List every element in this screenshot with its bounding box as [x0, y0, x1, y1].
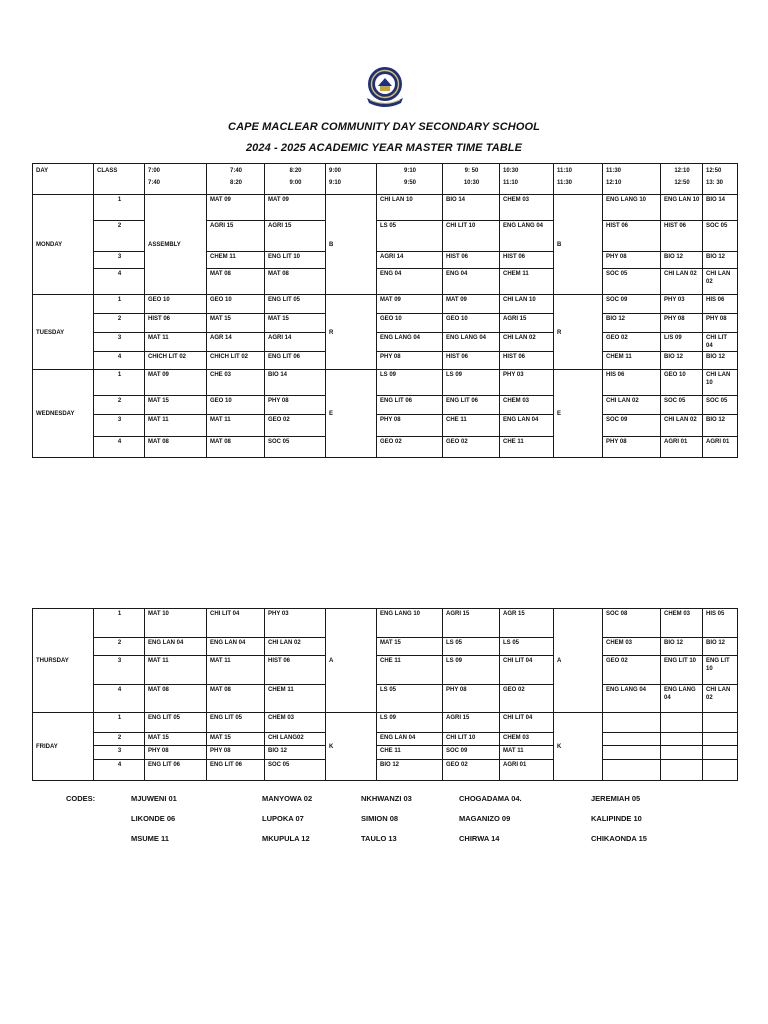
lesson-cell: AGRI 15	[443, 609, 500, 638]
slot-start-time: 10:30	[503, 168, 519, 174]
lesson-cell: GEO 10	[377, 314, 443, 333]
lesson-cell: CHI LAN 10	[377, 195, 443, 221]
lesson-cell: ENG LIT 06	[207, 760, 265, 781]
lesson-cell: LS 09	[377, 370, 443, 396]
lesson-cell: PHY 08	[703, 314, 738, 333]
header-time-slot	[500, 164, 554, 195]
lesson-cell: LS 05	[500, 638, 554, 656]
lesson-cell: MAT 09	[145, 370, 207, 396]
lesson-cell: GEO 10	[661, 370, 703, 396]
lesson-cell: CHE 11	[443, 415, 500, 437]
lesson-cell: MAT 08	[207, 269, 265, 295]
slot-start-time: 9:10	[403, 168, 416, 174]
lesson-cell: CHI LAN 10	[500, 295, 554, 314]
lesson-cell: CHI LIT 04	[500, 713, 554, 733]
lesson-cell: CHI LAN 02	[500, 333, 554, 352]
lesson-cell: CHICH LIT 02	[145, 352, 207, 370]
lesson-cell: ENG LANG 04	[500, 221, 554, 252]
slot-end-time: 12:10	[606, 180, 622, 186]
slot-start-time: 11:10	[557, 168, 573, 174]
timetable-row	[33, 733, 738, 746]
class-number: 3	[94, 656, 145, 685]
slot-start-time: 12:50	[706, 168, 722, 174]
class-number: 4	[94, 760, 145, 781]
lesson-cell: ENG LANG 04	[603, 685, 661, 713]
lesson-cell: CHI LIT 10	[443, 221, 500, 252]
lesson-cell: ENG LIT 10	[265, 252, 326, 269]
lesson-cell: CHE 11	[500, 437, 554, 458]
header-time-slot	[661, 164, 703, 195]
class-number: 1	[94, 609, 145, 638]
day-label: THURSDAY	[33, 609, 94, 713]
lesson-cell: MAT 10	[145, 609, 207, 638]
lesson-cell: HIS 06	[603, 370, 661, 396]
timetable-row	[33, 221, 738, 252]
slot-end-time: 7:40	[148, 180, 161, 186]
timetable-row	[33, 415, 738, 437]
lesson-cell: LS 05	[377, 221, 443, 252]
class-number: 3	[94, 746, 145, 760]
lesson-cell: ENG LAN 10	[661, 195, 703, 221]
teacher-code: JEREMIAH 05	[591, 794, 641, 803]
lesson-cell	[661, 713, 703, 733]
teacher-code: LUPOKA 07	[262, 814, 304, 823]
slot-start-time: 8:20	[289, 168, 302, 174]
lesson-cell	[703, 746, 738, 760]
lesson-cell: CHE 11	[377, 656, 443, 685]
lesson-cell: GEO 10	[207, 396, 265, 415]
lesson-cell: AGRI 15	[265, 221, 326, 252]
lesson-cell: ENG 04	[377, 269, 443, 295]
timetable-row	[33, 295, 738, 314]
lesson-cell: HIST 06	[661, 221, 703, 252]
lesson-cell: BIO 14	[703, 195, 738, 221]
lesson-cell: AGRI 15	[207, 221, 265, 252]
header-time-slot	[377, 164, 443, 195]
lesson-cell: SOC 05	[703, 396, 738, 415]
lesson-cell: ENG LAN 04	[377, 733, 443, 746]
lesson-cell: MAT 15	[145, 733, 207, 746]
lesson-cell: AGRI 15	[500, 314, 554, 333]
slot-end-time: 9:10	[329, 180, 342, 186]
day-label: WEDNESDAY	[33, 370, 94, 458]
lesson-cell: MAT 11	[145, 656, 207, 685]
lesson-cell: SOC 05	[265, 437, 326, 458]
school-crest-logo	[363, 64, 407, 112]
lesson-cell: CHI LAN 02	[703, 269, 738, 295]
class-number: 3	[94, 415, 145, 437]
lesson-cell: MAT 15	[145, 396, 207, 415]
lesson-cell: HIST 06	[265, 656, 326, 685]
class-number: 2	[94, 733, 145, 746]
lesson-cell: MAT 11	[500, 746, 554, 760]
lesson-cell: LS 05	[377, 685, 443, 713]
timetable-row	[33, 269, 738, 295]
lesson-cell: AGRI 15	[443, 713, 500, 733]
lesson-cell: CHEM 03	[500, 195, 554, 221]
timetable-row	[33, 685, 738, 713]
lesson-cell: ENG LIT 10	[703, 656, 738, 685]
lesson-cell	[703, 713, 738, 733]
day-label: TUESDAY	[33, 295, 94, 370]
lesson-cell	[661, 733, 703, 746]
timetable-row	[33, 352, 738, 370]
lesson-cell: MAT 08	[145, 685, 207, 713]
slot-start-time: 12:10	[674, 168, 690, 174]
lesson-cell: HIS 05	[703, 609, 738, 638]
lesson-cell: LS 09	[443, 370, 500, 396]
lesson-cell: AGRI 01	[661, 437, 703, 458]
lesson-cell: CHI LIT 04	[500, 656, 554, 685]
class-number: 4	[94, 269, 145, 295]
lesson-cell: LS 05	[443, 638, 500, 656]
lesson-cell: SOC 09	[603, 415, 661, 437]
lesson-cell: CHEM 03	[265, 713, 326, 733]
break-letter-cell: K	[326, 713, 377, 781]
assembly-cell: ASSEMBLY	[145, 195, 207, 295]
lesson-cell: ENG LAN 04	[500, 415, 554, 437]
break-letter-cell: R	[554, 295, 603, 370]
teacher-code: MAGANIZO 09	[459, 814, 511, 823]
class-number: 2	[94, 638, 145, 656]
teacher-code: MANYOWA 02	[262, 794, 313, 803]
timetable-row	[33, 713, 738, 733]
timetable-subtitle: 2024 - 2025 ACADEMIC YEAR MASTER TIME TABLE	[245, 142, 523, 154]
lesson-cell: MAT 08	[207, 685, 265, 713]
lesson-cell: HIST 06	[500, 352, 554, 370]
lesson-cell	[661, 760, 703, 781]
header-time-slot	[703, 164, 738, 195]
lesson-cell: CHE 11	[377, 746, 443, 760]
class-number: 4	[94, 437, 145, 458]
lesson-cell: PHY 08	[443, 685, 500, 713]
lesson-cell: CHI LAN 02	[703, 685, 738, 713]
lesson-cell: SOC 05	[603, 269, 661, 295]
lesson-cell: MAT 15	[377, 638, 443, 656]
class-number: 4	[94, 352, 145, 370]
lesson-cell	[703, 760, 738, 781]
timetable-row	[33, 396, 738, 415]
header-time-slot	[326, 164, 377, 195]
lesson-cell: BIO 12	[703, 415, 738, 437]
lesson-cell: CHI LIT 04	[703, 333, 738, 352]
lesson-cell: BIO 12	[265, 746, 326, 760]
slot-end-time: 12:50	[674, 180, 690, 186]
lesson-cell: MAT 08	[265, 269, 326, 295]
timetable-row	[33, 760, 738, 781]
teacher-code: MSUME 11	[131, 834, 169, 843]
teacher-code: MJUWENI 01	[131, 794, 177, 803]
lesson-cell	[603, 713, 661, 733]
slot-end-time: 8:20	[229, 180, 242, 186]
lesson-cell: MAT 08	[207, 437, 265, 458]
break-letter-cell: K	[554, 713, 603, 781]
lesson-cell: CHEM 03	[661, 609, 703, 638]
lesson-cell: PHY 08	[603, 437, 661, 458]
lesson-cell: MAT 11	[207, 415, 265, 437]
teacher-code: TAULO 13	[361, 834, 397, 843]
lesson-cell: MAT 09	[265, 195, 326, 221]
lesson-cell: SOC 05	[661, 396, 703, 415]
timetable-row	[33, 437, 738, 458]
slot-end-time: 11:30	[557, 180, 573, 186]
teacher-code: MKUPULA 12	[262, 834, 310, 843]
lesson-cell: CHE 03	[207, 370, 265, 396]
lesson-cell: GEO 02	[443, 760, 500, 781]
teacher-code: LIKONDE 06	[131, 814, 176, 823]
timetable-row	[33, 333, 738, 352]
slot-end-time: 9:00	[289, 180, 302, 186]
lesson-cell: BIO 12	[661, 252, 703, 269]
timetable-thursday-friday	[32, 608, 738, 781]
header-time-slot	[265, 164, 326, 195]
lesson-cell	[703, 733, 738, 746]
lesson-cell: ENG LIT 06	[145, 760, 207, 781]
header-time-slot	[443, 164, 500, 195]
lesson-cell: PHY 03	[500, 370, 554, 396]
lesson-cell: GEO 02	[443, 437, 500, 458]
timetable-row	[33, 252, 738, 269]
lesson-cell: CHI LIT 10	[443, 733, 500, 746]
break-letter-cell: E	[554, 370, 603, 458]
timetable-row	[33, 370, 738, 396]
lesson-cell: BIO 12	[661, 638, 703, 656]
lesson-cell: PHY 03	[661, 295, 703, 314]
lesson-cell: ENG LIT 10	[661, 656, 703, 685]
header-time-slot	[603, 164, 661, 195]
lesson-cell: BIO 12	[703, 352, 738, 370]
header-time-slot	[207, 164, 265, 195]
lesson-cell: L/S 09	[661, 333, 703, 352]
lesson-cell: ENG LANG 04	[661, 685, 703, 713]
lesson-cell: MAT 11	[145, 333, 207, 352]
day-label: MONDAY	[33, 195, 94, 295]
timetable-row	[33, 314, 738, 333]
lesson-cell: PHY 08	[265, 396, 326, 415]
lesson-cell: PHY 08	[603, 252, 661, 269]
slot-start-time: 11:30	[606, 168, 622, 174]
lesson-cell: ENG LAN 04	[145, 638, 207, 656]
day-label: FRIDAY	[33, 713, 94, 781]
lesson-cell: ENG LIT 05	[265, 295, 326, 314]
class-number: 2	[94, 314, 145, 333]
lesson-cell: ENG LANG 10	[377, 609, 443, 638]
lesson-cell: CHI LAN 02	[265, 638, 326, 656]
class-number: 1	[94, 295, 145, 314]
slot-start-time: 7:00	[148, 168, 161, 174]
lesson-cell: CHEM 03	[603, 638, 661, 656]
lesson-cell: BIO 12	[377, 760, 443, 781]
lesson-cell: ENG LANG 04	[377, 333, 443, 352]
teacher-code: CHOGADAMA 04.	[459, 794, 522, 803]
timetable-row	[33, 195, 738, 221]
class-number: 1	[94, 713, 145, 733]
lesson-cell: GEO 02	[377, 437, 443, 458]
class-number: 3	[94, 333, 145, 352]
timetable-row	[33, 656, 738, 685]
lesson-cell: MAT 15	[207, 733, 265, 746]
lesson-cell: PHY 08	[145, 746, 207, 760]
lesson-cell: CHEM 11	[603, 352, 661, 370]
lesson-cell: AGRI 14	[265, 333, 326, 352]
lesson-cell: ENG LIT 05	[145, 713, 207, 733]
lesson-cell: CHI LAN 02	[661, 269, 703, 295]
class-number: 4	[94, 685, 145, 713]
lesson-cell: ENG LANG 10	[603, 195, 661, 221]
lesson-cell: PHY 03	[265, 609, 326, 638]
lesson-cell: HIST 06	[603, 221, 661, 252]
lesson-cell: LS 09	[377, 713, 443, 733]
lesson-cell: BIO 12	[661, 352, 703, 370]
lesson-cell: ENG LIT 06	[443, 396, 500, 415]
lesson-cell: GEO 10	[207, 295, 265, 314]
lesson-cell	[661, 746, 703, 760]
lesson-cell: BIO 14	[265, 370, 326, 396]
lesson-cell: HIST 06	[443, 252, 500, 269]
slot-end-time: 13: 30	[706, 180, 724, 186]
class-number: 2	[94, 396, 145, 415]
header-day: DAY	[33, 164, 94, 195]
timetable-row	[33, 609, 738, 638]
break-letter-cell: A	[554, 609, 603, 713]
lesson-cell: PHY 08	[377, 352, 443, 370]
header-row	[33, 164, 738, 195]
lesson-cell: MAT 15	[207, 314, 265, 333]
break-letter-cell: B	[554, 195, 603, 295]
lesson-cell: HIST 06	[145, 314, 207, 333]
lesson-cell: LS 09	[443, 656, 500, 685]
lesson-cell: AGRI 01	[703, 437, 738, 458]
lesson-cell	[603, 733, 661, 746]
lesson-cell: BIO 12	[703, 638, 738, 656]
lesson-cell: CHI LAN 02	[661, 415, 703, 437]
timetable-row	[33, 638, 738, 656]
lesson-cell: ENG LIT 05	[207, 713, 265, 733]
lesson-cell: SOC 09	[443, 746, 500, 760]
lesson-cell: AGR 15	[500, 609, 554, 638]
lesson-cell: HIST 06	[500, 252, 554, 269]
lesson-cell: PHY 08	[661, 314, 703, 333]
lesson-cell: ENG LANG 04	[443, 333, 500, 352]
lesson-cell: CHEM 11	[265, 685, 326, 713]
lesson-cell: CHEM 11	[500, 269, 554, 295]
header-class: CLASS	[94, 164, 145, 195]
class-number: 1	[94, 370, 145, 396]
class-number: 3	[94, 252, 145, 269]
lesson-cell: GEO 10	[443, 314, 500, 333]
lesson-cell: GEO 02	[265, 415, 326, 437]
lesson-cell: HIS 06	[703, 295, 738, 314]
break-letter-cell: R	[326, 295, 377, 370]
slot-end-time: 11:10	[503, 180, 519, 186]
class-number: 1	[94, 195, 145, 221]
lesson-cell: AGRI 14	[377, 252, 443, 269]
lesson-cell: CHI LAN 10	[703, 370, 738, 396]
lesson-cell: GEO 02	[603, 656, 661, 685]
timetable-row	[33, 746, 738, 760]
lesson-cell: GEO 02	[500, 685, 554, 713]
lesson-cell: BIO 12	[703, 252, 738, 269]
lesson-cell: SOC 05	[265, 760, 326, 781]
lesson-cell: MAT 08	[145, 437, 207, 458]
lesson-cell: MAT 09	[443, 295, 500, 314]
header-time-slot	[145, 164, 207, 195]
teacher-code: KALIPINDE 10	[591, 814, 642, 823]
teacher-code: CHIRWA 14	[459, 834, 500, 843]
slot-end-time: 9:50	[403, 180, 416, 186]
school-name: CAPE MACLEAR COMMUNITY DAY SECONDARY SCHOOL	[228, 121, 540, 133]
lesson-cell: MAT 09	[207, 195, 265, 221]
slot-end-time: 10:30	[463, 180, 480, 186]
lesson-cell: CHICH LIT 02	[207, 352, 265, 370]
lesson-cell	[603, 746, 661, 760]
slot-start-time: 9:00	[329, 168, 342, 174]
break-letter-cell: E	[326, 370, 377, 458]
lesson-cell: ENG 04	[443, 269, 500, 295]
timetable-monday-wednesday	[32, 163, 738, 458]
header-time-slot	[554, 164, 603, 195]
lesson-cell: MAT 11	[145, 415, 207, 437]
lesson-cell: SOC 05	[703, 221, 738, 252]
break-letter-cell: B	[326, 195, 377, 295]
teacher-code: NKHWANZI 03	[361, 794, 412, 803]
lesson-cell: MAT 11	[207, 656, 265, 685]
lesson-cell: AGR 14	[207, 333, 265, 352]
lesson-cell: CHI LIT 04	[207, 609, 265, 638]
lesson-cell: BIO 14	[443, 195, 500, 221]
lesson-cell: ENG LIT 06	[377, 396, 443, 415]
lesson-cell: ENG LAN 04	[207, 638, 265, 656]
lesson-cell: HIST 06	[443, 352, 500, 370]
lesson-cell: PHY 08	[377, 415, 443, 437]
teacher-code: CHIKAONDA 15	[591, 834, 647, 843]
lesson-cell: SOC 08	[603, 609, 661, 638]
lesson-cell: ENG LIT 06	[265, 352, 326, 370]
codes-label: CODES:	[66, 794, 96, 803]
break-letter-cell: A	[326, 609, 377, 713]
lesson-cell: PHY 08	[207, 746, 265, 760]
lesson-cell: GEO 02	[603, 333, 661, 352]
lesson-cell: SOC 09	[603, 295, 661, 314]
lesson-cell: CHI LANG02	[265, 733, 326, 746]
lesson-cell	[603, 760, 661, 781]
lesson-cell: CHEM 03	[500, 396, 554, 415]
lesson-cell: MAT 15	[265, 314, 326, 333]
slot-start-time: 7:40	[229, 168, 242, 174]
class-number: 2	[94, 221, 145, 252]
lesson-cell: GEO 10	[145, 295, 207, 314]
lesson-cell: CHEM 03	[500, 733, 554, 746]
teacher-code: SIMION 08	[361, 814, 399, 823]
lesson-cell: CHI LAN 02	[603, 396, 661, 415]
lesson-cell: CHEM 11	[207, 252, 265, 269]
slot-start-time: 9: 50	[464, 168, 479, 174]
lesson-cell: AGRI 01	[500, 760, 554, 781]
lesson-cell: BIO 12	[603, 314, 661, 333]
lesson-cell: MAT 09	[377, 295, 443, 314]
